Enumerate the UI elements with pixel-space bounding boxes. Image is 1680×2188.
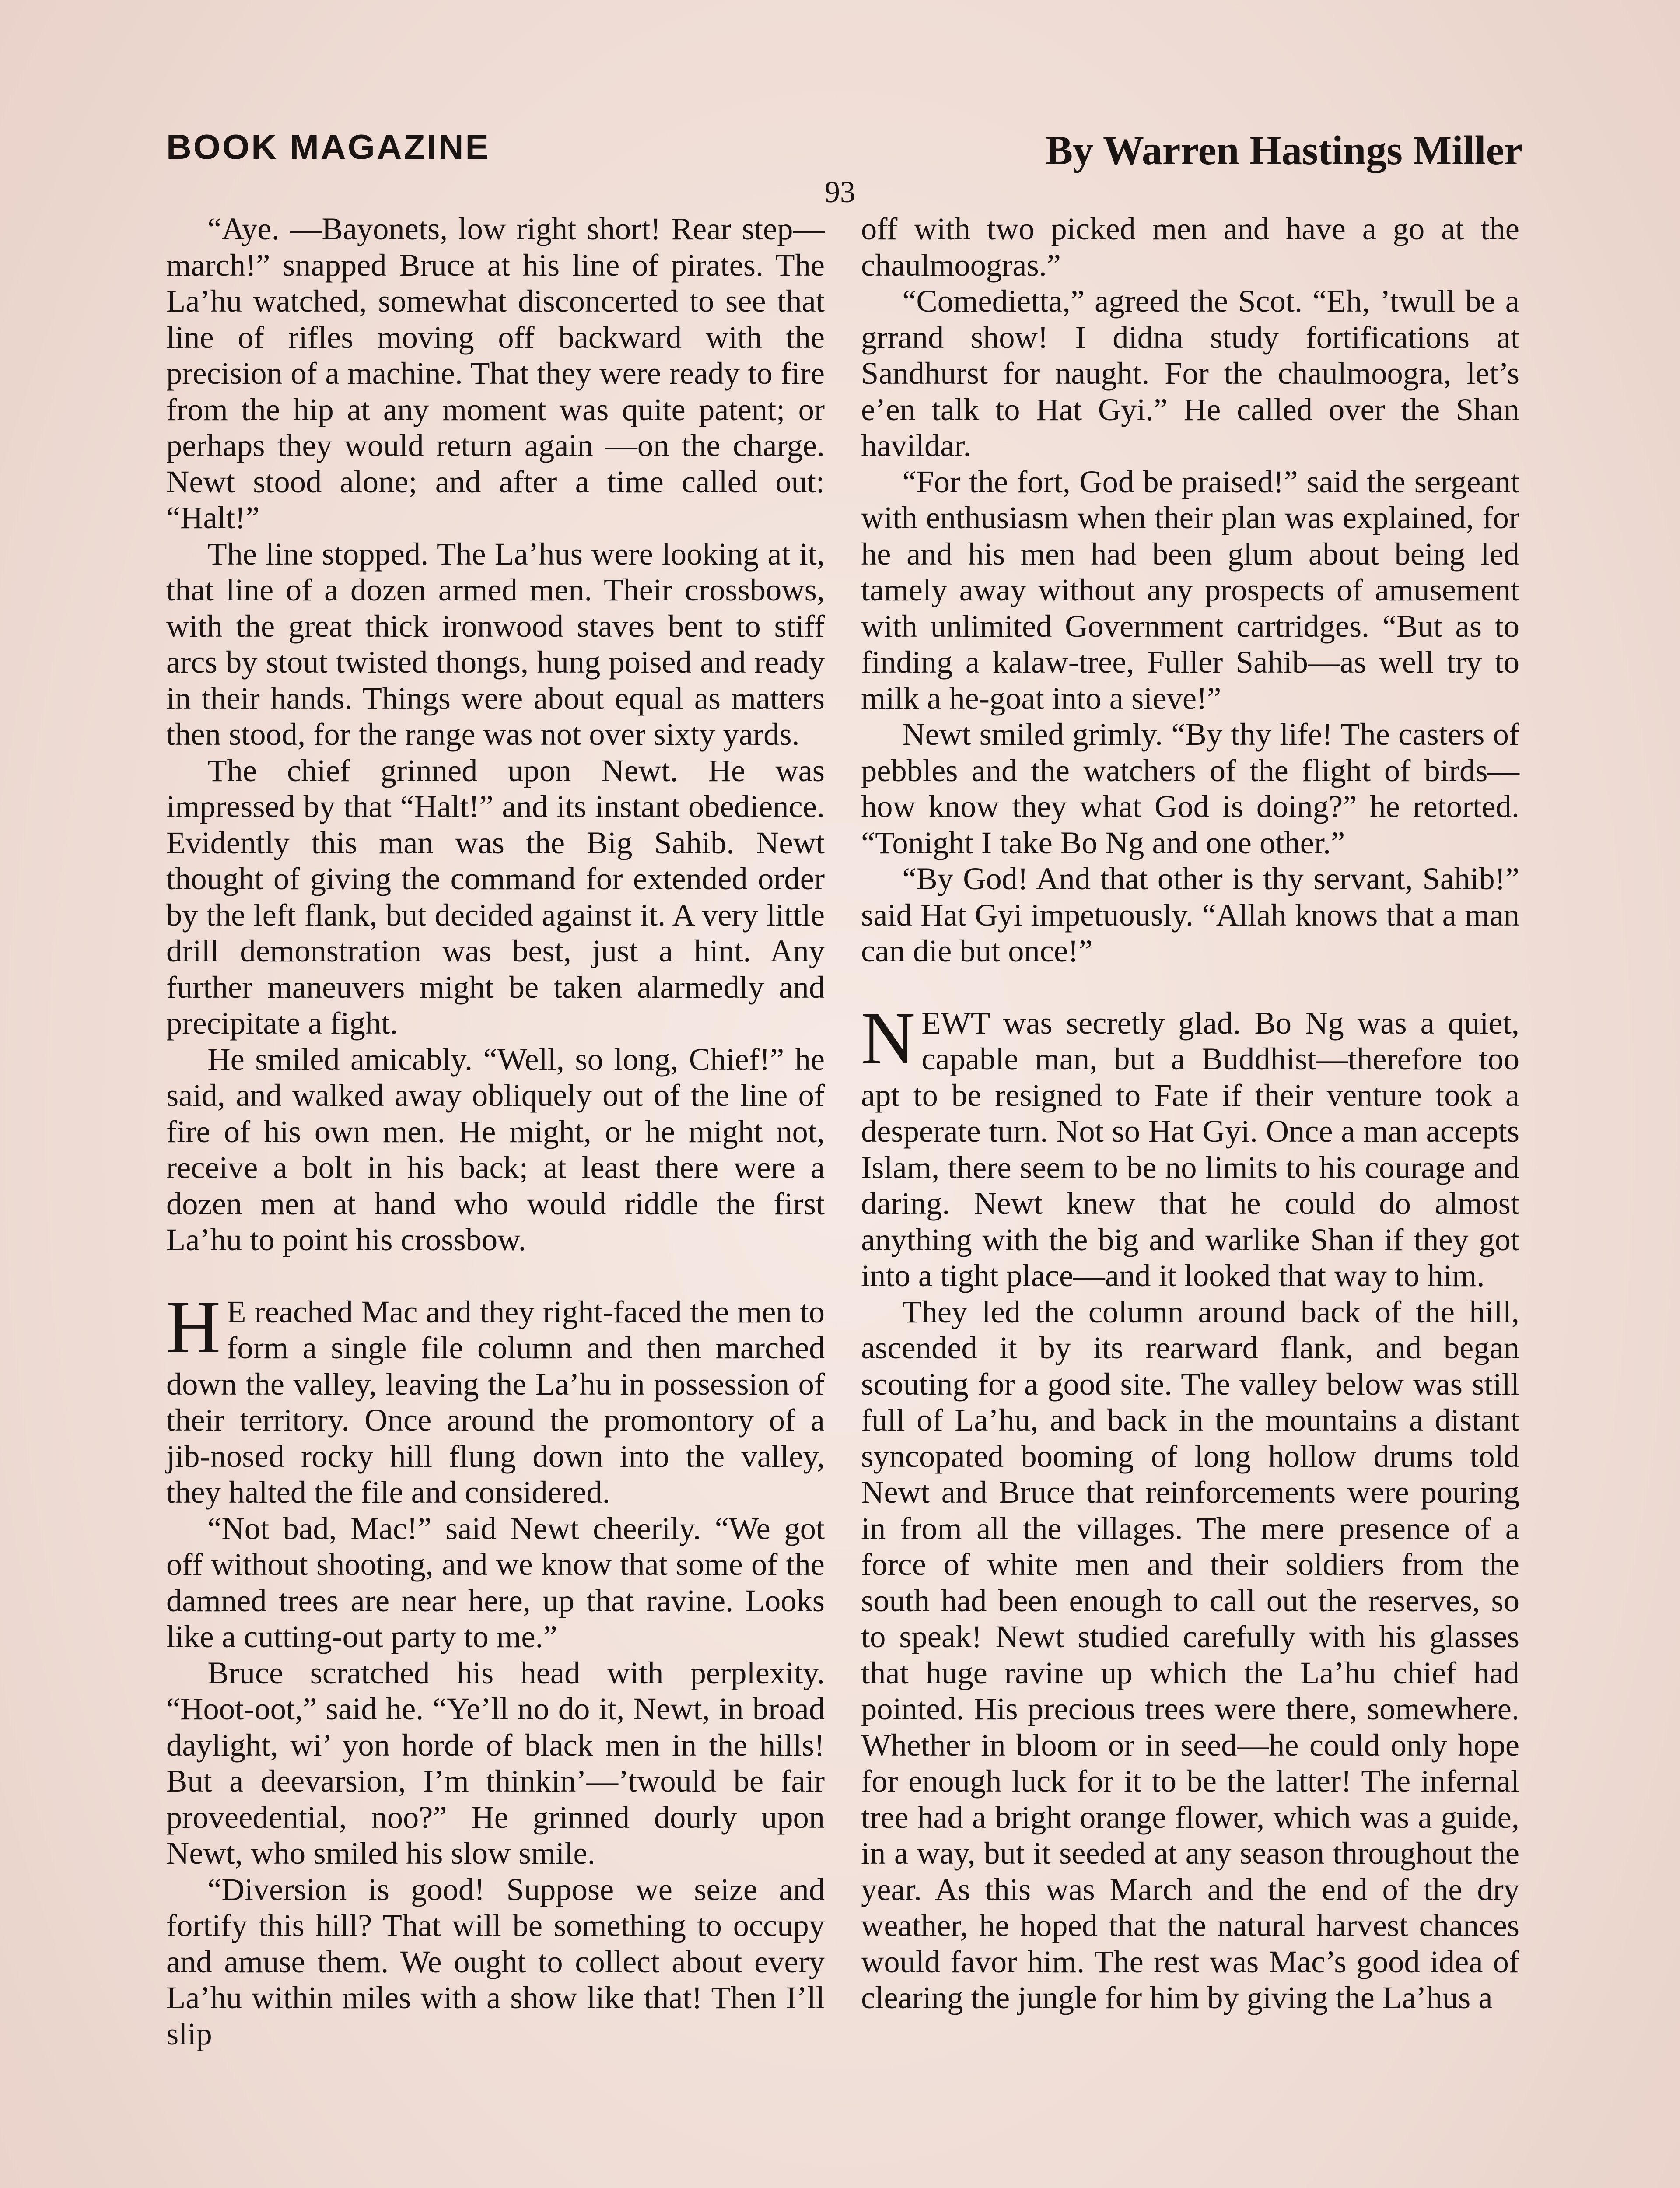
magazine-title: BOOK MAGAZINE bbox=[166, 127, 490, 166]
paragraph bbox=[861, 716, 1519, 861]
paragraph-text: “Not bad, Mac!” said Newt cheerily. “We got off without shooting, and we know that some of the damned trees are near here, up that ravine. Looks like a cutting-out party to me.” bbox=[166, 1510, 825, 1654]
paragraph bbox=[166, 1511, 825, 1655]
paragraph-text: “By God! And that other is thy servant, Sahib!” said Hat Gyi impetuously. “Allah knows that a man can die but once!” bbox=[861, 861, 1519, 968]
paragraph-text: E reached Mac and they right-faced the men to form a single file column and then marched down the valley, leaving the La’hu in possession of their territory. Once around the promontory of a jib-nosed rocky hill flung down into the valley, they halted the file and considered. bbox=[166, 1294, 825, 1510]
paragraph bbox=[861, 464, 1519, 717]
right-text-column bbox=[861, 211, 1519, 2016]
paragraph bbox=[861, 861, 1519, 969]
paragraph bbox=[166, 211, 825, 536]
paragraph bbox=[861, 283, 1519, 464]
paragraph bbox=[166, 1655, 825, 1872]
paragraph-text: EWT was secretly glad. Bo Ng was a quiet, capable man, but a Buddhist—therefore too apt to be resigned to Fate if their venture took a desperate turn. Not so Hat Gyi. Once a man accepts Islam, there seem to be no limits to his courage and daring. Newt knew that he could do almost anything with the big and warlike Shan if they got into a tight place—and it looked that way to him. bbox=[861, 1005, 1519, 1293]
paragraph-text: The chief grinned upon Newt. He was impressed by that “Halt!” and its instant obedience. Evidently this man was the Big Sahib. Newt thought of giving the command for extended order by the left flank, but decided against it. A very little drill demonstration was best, just a hint. Any further maneuvers might be taken alarmedly and precipitate a fight. bbox=[166, 752, 825, 1041]
paragraph-text: off with two picked men and have a go at the chaulmoogras.” bbox=[861, 211, 1519, 283]
paragraph-text: He smiled amicably. “Well, so long, Chief!” he said, and walked away obliquely out of the line of fire of his own men. He might, or he might not, receive a bolt in his back; at least there were a dozen men at hand who would riddle the first La’hu to point his crossbow. bbox=[166, 1041, 825, 1257]
paragraph bbox=[166, 753, 825, 1041]
paragraph-text: Bruce scratched his head with perplexity. “Hoot-oot,” said he. “Ye’ll no do it, Newt, in broad daylight, wi’ yon horde of black men in the hills! But a deevarsion, I’m thinkin’—’twould be fair proveedential, noo?” He grinned dourly upon Newt, who smiled his slow smile. bbox=[166, 1655, 825, 1871]
paragraph-text: “Diversion is good! Suppose we seize and fortify this hill? That will be something to occupy and amuse them. We ought to collect about every La’hu within miles with a show like that! Then I’ll slip bbox=[166, 1871, 825, 2051]
paragraph bbox=[861, 211, 1519, 283]
paragraph bbox=[861, 996, 1519, 1294]
author-byline: By Warren Hastings Miller bbox=[1045, 128, 1522, 173]
paragraph-text: “Comedietta,” agreed the Scot. “Eh, ’twull be a grrand show! I didna study fortifications at Sandhurst for naught. For the chaulmoogra, let’s e’en talk to Hat Gyi.” He called over the Shan havildar. bbox=[861, 283, 1519, 463]
paragraph bbox=[166, 1285, 825, 1511]
paragraph-text: “For the fort, God be praised!” said the sergeant with enthusiasm when their plan was explained, for he and his men had been glum about being led tamely away without any prospects of amusement with unlimited Government cartridges. “But as to finding a kalaw-tree, Fuller Sahib—as well try to milk a he-goat into a sieve!” bbox=[861, 463, 1519, 716]
paragraph bbox=[166, 1872, 825, 2052]
paragraph bbox=[166, 1041, 825, 1258]
paragraph bbox=[861, 1294, 1519, 2016]
paragraph-text: They led the column around back of the hill, ascended it by its rearward flank, and began scouting for a good site. The valley below was still full of La’hu, and back in the mountains a distant syncopated booming of long hollow drums told Newt and Bruce that reinforcements were pouring in from all the villages. The mere presence of a force of white men and their soldiers from the south had been enough to call out the reserves, so to speak! Newt studied carefully with his glasses that huge ravine up which the La’hu chief had pointed. His precious trees were there, somewhere. Whether in bloom or in seed—he could only hope for enough luck for it to be the latter! The infernal tree had a bright orange flower, which was a guide, in a way, but it seeded at any season throughout the year. As this was March and the end of the dry weather, he hoped that the natural harvest chances would favor him. The rest was Mac’s good idea of clearing the jungle for him by giving the La’hus a bbox=[861, 1294, 1519, 2015]
paragraph-text: “Aye. —Bayonets, low right short! Rear step—march!” snapped Bruce at his line of pirates. The La’hu watched, somewhat disconcerted to see that line of rifles moving off backward with the precision of a machine. That they were ready to fire from the hip at any moment was quite patent; or perhaps they would return again —on the charge. Newt stood alone; and after a time called out: “Halt!” bbox=[166, 211, 825, 535]
drop-cap-initial: N bbox=[861, 996, 916, 1080]
paragraph-text: Newt smiled grimly. “By thy life! The casters of pebbles and the watchers of the flight of birds—how know they what God is doing?” he retorted. “Tonight I take Bo Ng and one other.” bbox=[861, 716, 1519, 860]
paragraph-text: The line stopped. The La’hus were looking at it, that line of a dozen armed men. Their crossbows, with the great thick ironwood staves bent to stiff arcs by stout twisted thongs, hung poised and ready in their hands. Things were about equal as matters then stood, for the range was not over sixty yards. bbox=[166, 536, 825, 752]
page-number: 93 bbox=[825, 175, 855, 209]
left-text-column bbox=[166, 211, 825, 2052]
paragraph bbox=[166, 536, 825, 753]
drop-cap-initial: H bbox=[166, 1285, 221, 1369]
running-header bbox=[166, 127, 1522, 179]
